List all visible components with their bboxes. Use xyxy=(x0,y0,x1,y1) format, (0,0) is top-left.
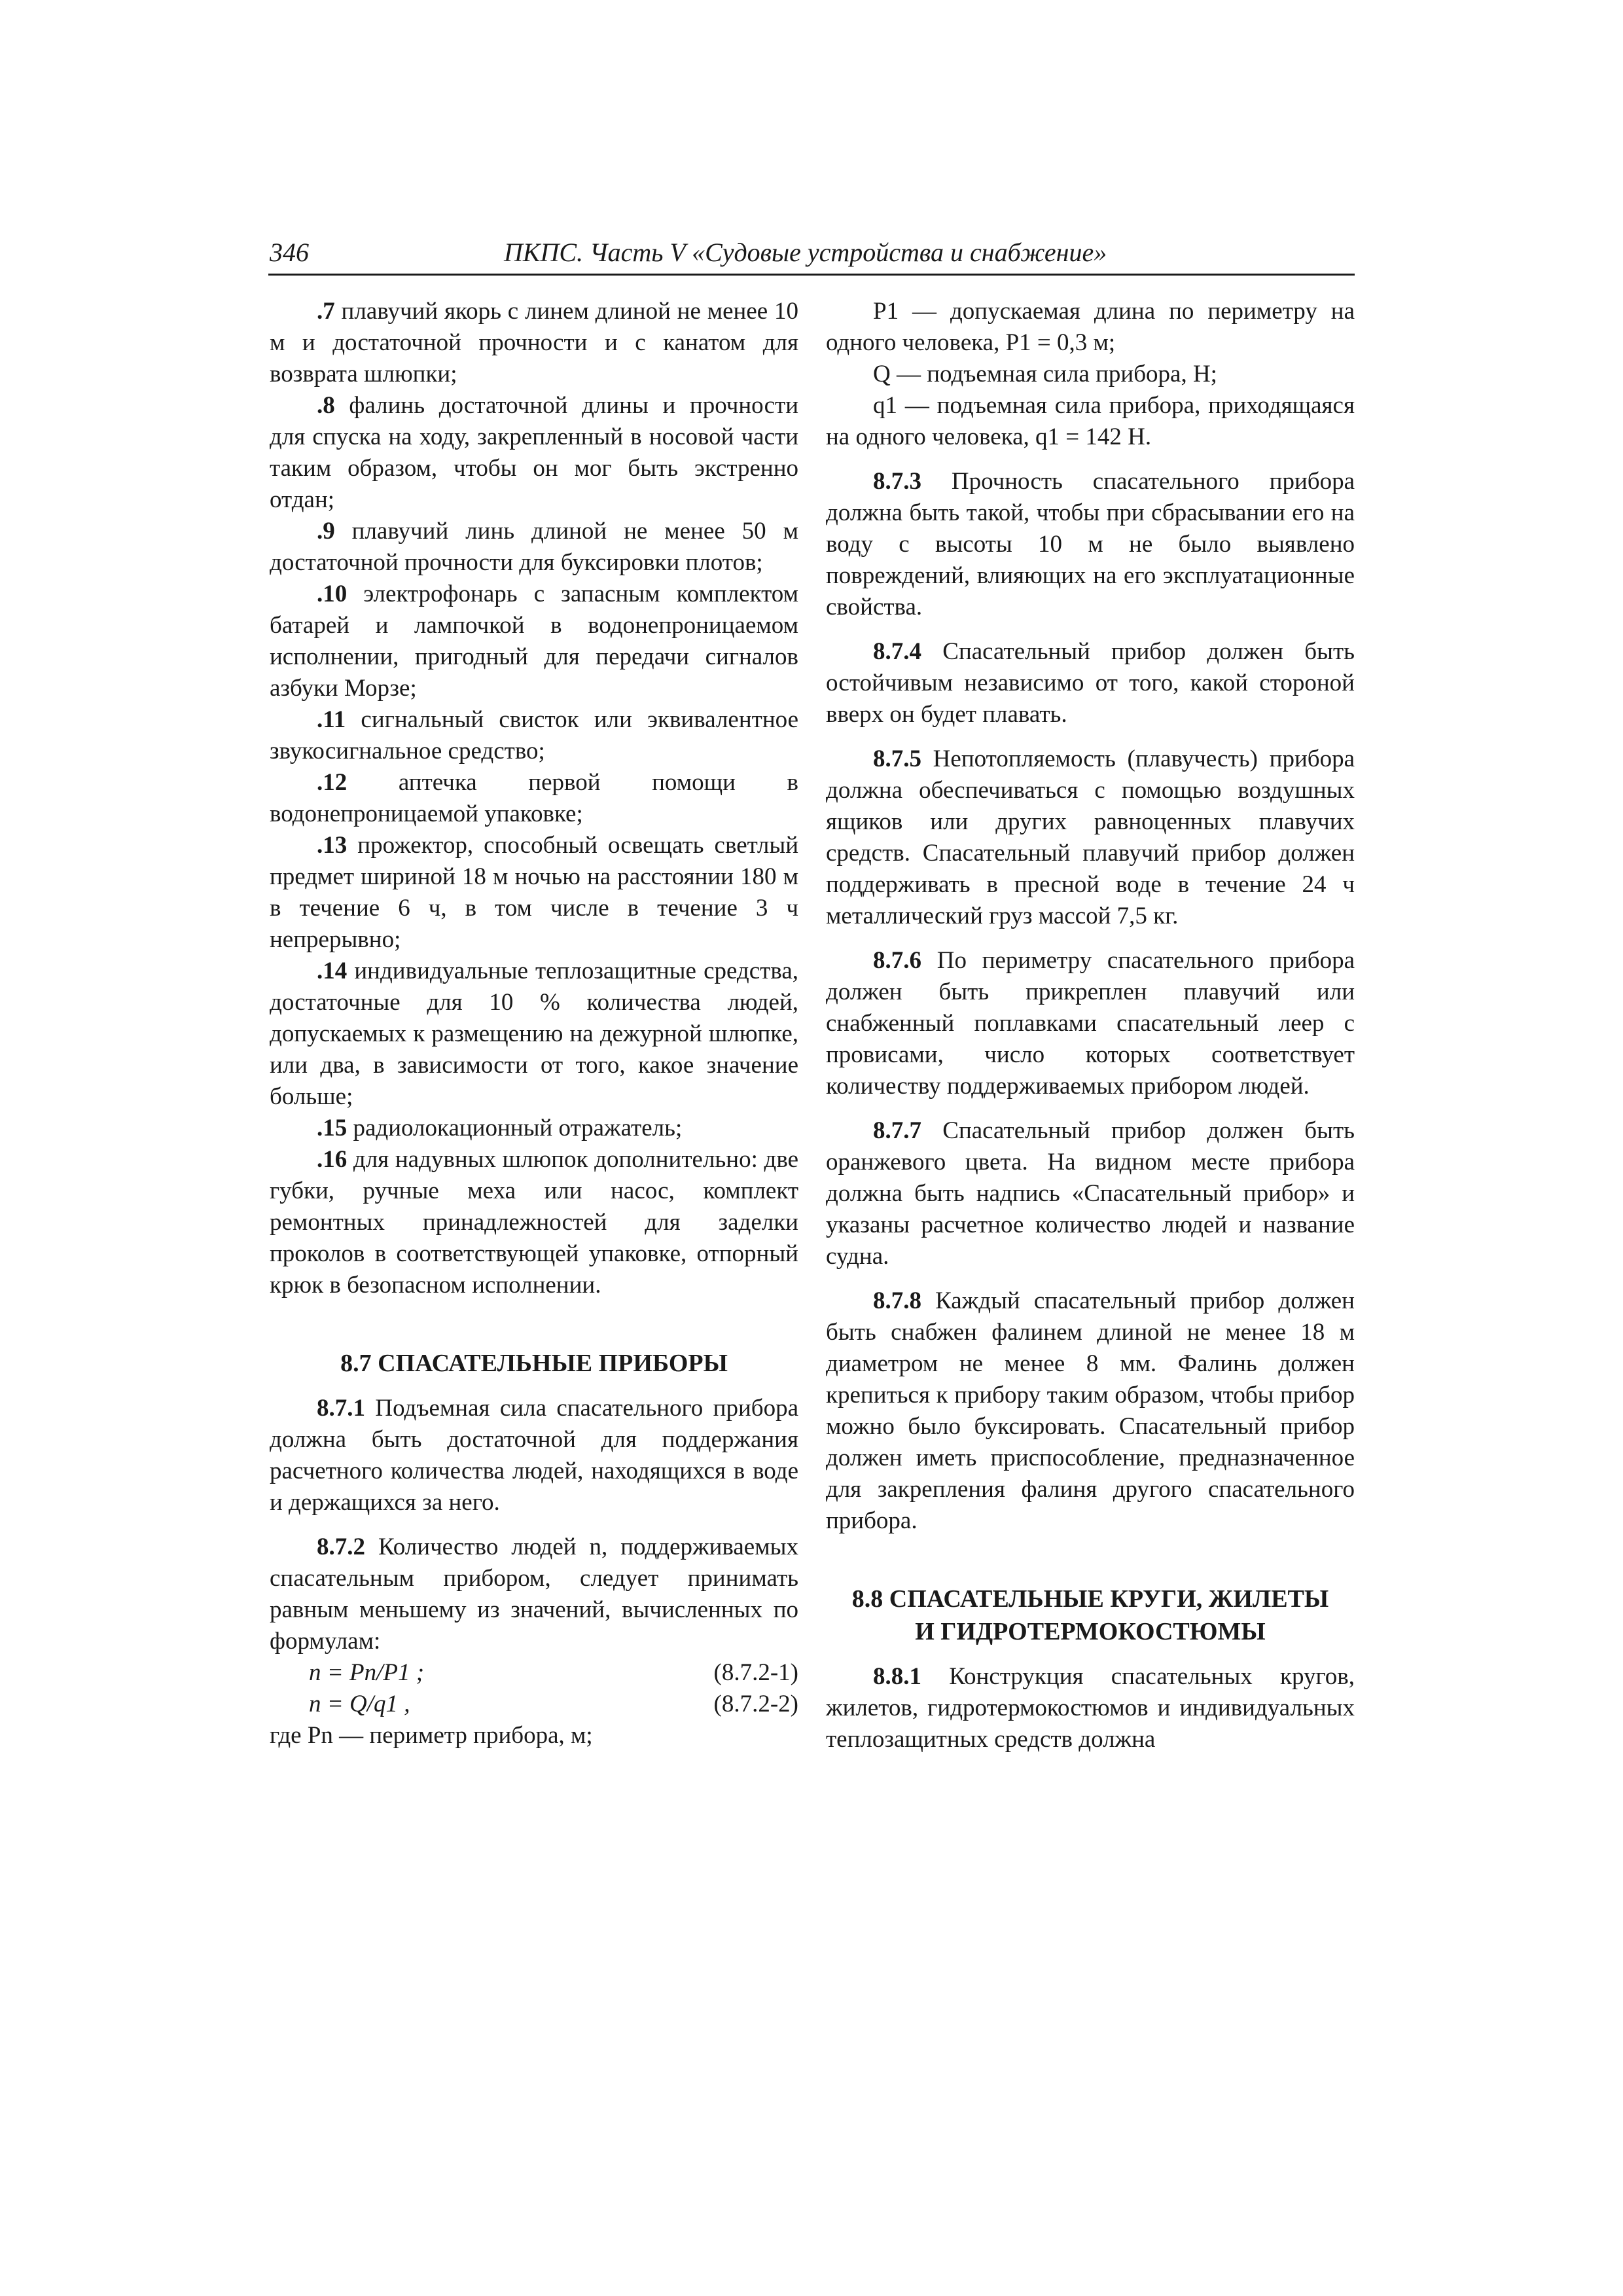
item-number: .15 xyxy=(317,1115,348,1141)
item-number: .7 xyxy=(317,298,335,325)
list-item xyxy=(270,1144,798,1301)
spacer xyxy=(826,730,1355,744)
definition-line: P1 — допускаемая длина по периметру на одного человека, P1 = 0,3 м; xyxy=(826,298,1355,356)
paragraph-8-7-4 xyxy=(826,636,1355,730)
paragraph-8-7-7 xyxy=(826,1115,1355,1272)
formula-number: (8.7.2-1) xyxy=(713,1659,798,1686)
clause-number: 8.7.6 xyxy=(873,947,921,974)
clause-number: 8.7.8 xyxy=(873,1287,921,1314)
item-text: фалинь достаточной длины и прочности для спуска на ходу, закрепленный в носовой части таким образом, чтобы он мог быть экстренно отдан; xyxy=(270,392,798,513)
clause-text: Прочность спасательного прибора должна быть такой, чтобы при сбрасывании его на воду с высоты 10 м не было выявлено повреждений, влияющих на его эксплуатационные свойства. xyxy=(826,468,1355,620)
list-item xyxy=(270,956,798,1113)
spacer xyxy=(826,1272,1355,1285)
clause-number: 8.7.3 xyxy=(873,468,921,495)
item-number: .8 xyxy=(317,392,335,419)
clause-text: Спасательный прибор должен быть оранжевого цвета. На видном месте прибора должна быть надпись «Спасательный прибор» и указаны расчетное количество людей и название судна. xyxy=(826,1117,1355,1270)
definition-line: q1 — подъемная сила прибора, приходящаяся на одного человека, q1 = 142 Н. xyxy=(826,392,1355,450)
list-item xyxy=(270,390,798,516)
list-item xyxy=(270,704,798,767)
section-heading: 8.8 СПАСАТЕЛЬНЫЕ КРУГИ, ЖИЛЕТЫ xyxy=(851,1585,1329,1613)
formula-8-7-2-2 xyxy=(270,1689,798,1720)
list-item xyxy=(270,830,798,956)
spacer xyxy=(826,932,1355,945)
paragraph-8-7-5 xyxy=(826,744,1355,932)
item-text: для надувных шлюпок дополнительно: две губки, ручные меха или насос, комплект ремонтных принадлежностей для заделки проколов в соответствующей упаковке, отпорный крюк в безопасном исполнении. xyxy=(270,1146,798,1299)
right-column xyxy=(826,296,1355,1755)
list-item xyxy=(270,516,798,579)
clause-text: Количество людей n, поддерживаемых спасательным прибором, следует принимать равным меньшему из значений, вычисленных по формулам: xyxy=(270,1534,798,1655)
formula-expression: n = Pn/P1 ; xyxy=(309,1659,425,1686)
clause-number: 8.7.7 xyxy=(873,1117,921,1144)
item-text: плавучий линь длиной не менее 50 м достаточной прочности для буксировки плотов; xyxy=(270,518,798,576)
item-number: .11 xyxy=(317,706,346,733)
item-text: радиолокационный отражатель; xyxy=(347,1115,683,1141)
item-number: .12 xyxy=(317,769,348,796)
clause-number: 8.7.1 xyxy=(317,1395,365,1422)
item-number: .10 xyxy=(317,581,348,607)
spacer xyxy=(826,623,1355,636)
clause-text: Спасательный прибор должен быть остойчивым независимо от того, какой стороной вверх он будет плавать. xyxy=(826,638,1355,728)
item-text: сигнальный свисток или эквивалентное звукосигнальное средство; xyxy=(270,706,798,764)
spacer xyxy=(270,1380,798,1393)
section-heading: И ГИДРОТЕРМОКОСТЮМЫ xyxy=(915,1618,1266,1645)
spacer xyxy=(270,1301,798,1347)
item-text: индивидуальные теплозащитные средства, достаточные для 10 % количества людей, допускаемых к размещению на дежурной шлюпке, или два, в зависимости от того, какое значение больше; xyxy=(270,958,798,1110)
paragraph-8-7-1 xyxy=(270,1393,798,1518)
clause-text: Конструкция спасательных кругов, жилетов, гидротермокостюмов и индивидуальных теплозащитных средств должна xyxy=(826,1663,1355,1753)
clause-text: Непотопляемость (плавучесть) прибора должна обеспечиваться с помощью воздушных ящиков или других равноценных плавучих средств. Спасательный плавучий прибор должен поддерживать в пресной воде в течение 24 ч металлический груз массой 7,5 кг. xyxy=(826,745,1355,929)
list-item xyxy=(270,579,798,704)
item-number: .14 xyxy=(317,958,348,984)
item-number: .9 xyxy=(317,518,335,545)
definition-line: Q — подъемная сила прибора, Н; xyxy=(873,361,1217,387)
paragraph-8-7-8 xyxy=(826,1285,1355,1537)
spacer xyxy=(826,1102,1355,1115)
clause-number: 8.8.1 xyxy=(873,1663,921,1690)
paragraph-8-7-6 xyxy=(826,945,1355,1102)
item-text: аптечка первой помощи в водонепроницаемой упаковке; xyxy=(270,769,798,827)
item-text: плавучий якорь с линем длиной не менее 10 м и достаточной прочности и с канатом для возврата шлюпки; xyxy=(270,298,798,387)
clause-number: 8.7.4 xyxy=(873,638,921,665)
page-number: 346 xyxy=(270,238,309,267)
spacer xyxy=(826,1648,1355,1661)
definition-line: где Pn — периметр прибора, м; xyxy=(270,1722,593,1749)
paragraph-8-7-2 xyxy=(270,1532,798,1657)
running-title: ПКПС. Часть V «Судовые устройства и снабжение» xyxy=(504,238,1107,267)
formula-8-7-2-1 xyxy=(270,1657,798,1689)
section-heading: 8.7 СПАСАТЕЛЬНЫЕ ПРИБОРЫ xyxy=(340,1350,728,1377)
item-number: .16 xyxy=(317,1146,348,1173)
item-text: прожектор, способный освещать светлый предмет шириной 18 м ночью на расстоянии 180 м в течение 6 ч, в том числе в течение 3 ч непрерывно; xyxy=(270,832,798,953)
left-column xyxy=(270,296,798,1751)
clause-number: 8.7.2 xyxy=(317,1534,365,1560)
running-header xyxy=(268,237,1355,276)
list-item xyxy=(270,767,798,830)
paragraph-8-8-1 xyxy=(826,1661,1355,1755)
spacer xyxy=(270,1518,798,1532)
list-item xyxy=(270,296,798,390)
spacer xyxy=(826,1537,1355,1583)
clause-number: 8.7.5 xyxy=(873,745,921,772)
spacer xyxy=(826,453,1355,466)
formula-expression: n = Q/q1 , xyxy=(309,1691,410,1717)
item-number: .13 xyxy=(317,832,348,859)
paragraph-8-7-3 xyxy=(826,466,1355,623)
item-text: электрофонарь с запасным комплектом батарей и лампочкой в водонепроницаемом исполнении, пригодный для передачи сигналов азбуки Морзе; xyxy=(270,581,798,702)
clause-text: Подъемная сила спасательного прибора должна быть достаточной для поддержания расчетного количества людей, находящихся в воде и держащихся за него. xyxy=(270,1395,798,1516)
clause-text: Каждый спасательный прибор должен быть снабжен фалинем длиной не менее 18 м диаметром не менее 8 мм. Фалинь должен крепиться к прибору таким образом, чтобы прибор можно было буксировать. Спасательный прибор должен иметь приспособление, предназначенное для закрепления фалиня другого спасательного прибора. xyxy=(826,1287,1355,1534)
formula-number: (8.7.2-2) xyxy=(713,1691,798,1717)
clause-text: По периметру спасательного прибора должен быть прикреплен плавучий или снабженный поплавками спасательный леер с провисами, число которых соответствует количеству поддерживаемых прибором людей. xyxy=(826,947,1355,1100)
list-item xyxy=(270,1113,798,1144)
